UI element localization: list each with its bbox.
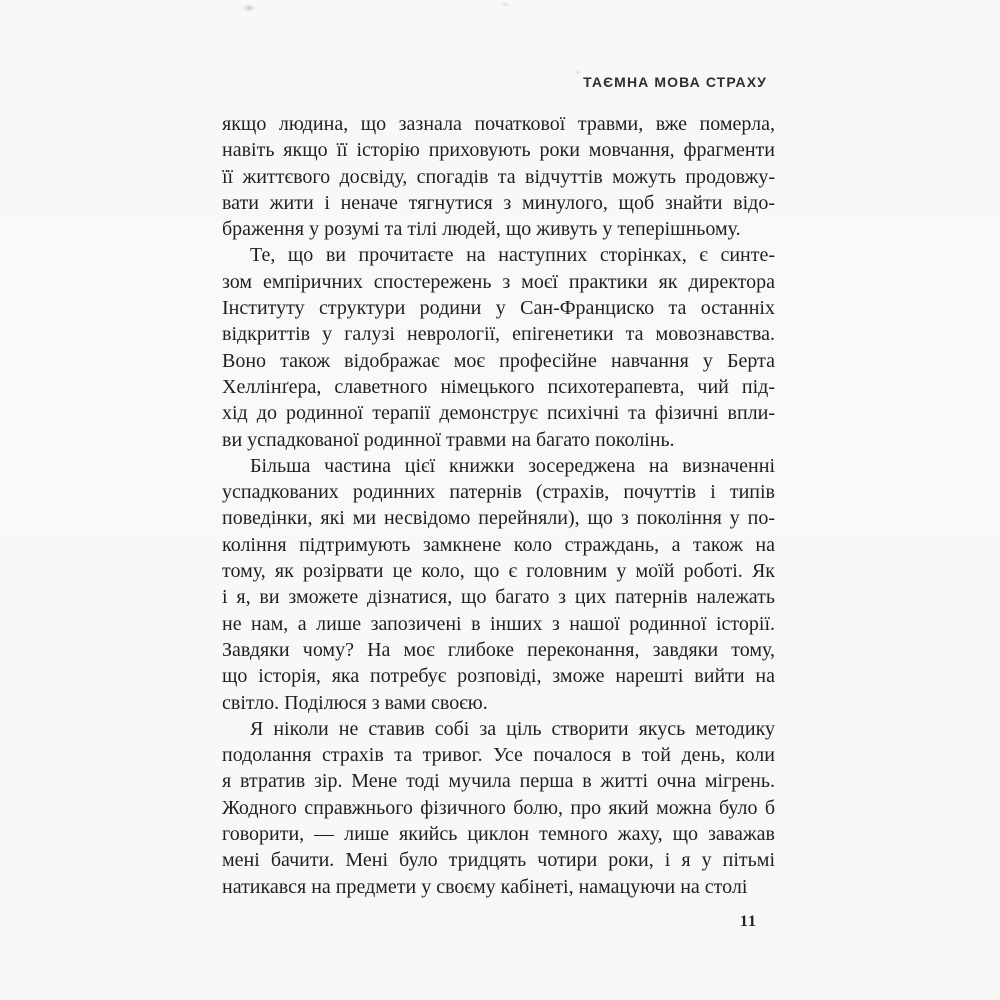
text-line: подолання страхів та тривог. Усе почалося в той день, коли — [222, 744, 775, 767]
page-number: 11 — [739, 913, 757, 930]
text-line: її життєвого досвіду, спогадів та відчуттів можуть продовжу- — [222, 165, 775, 188]
text-line: говорити, — лише якийсь циклон темного жаху, що заважав — [222, 823, 775, 846]
text-line: коління підтримують замкнене коло страждань, а також на — [222, 533, 775, 556]
text-line: натикався на предмети у своєму кабінеті, намацуючи на столі — [222, 875, 748, 898]
scan-speck — [575, 70, 581, 75]
text-line: поведінки, які ми несвідомо перейняли), що з покоління у по- — [222, 507, 775, 530]
text-line: якщо людина, що зазнала початкової травми, вже померла, — [222, 113, 775, 135]
text-line: вати жити і неначе тягнутися з минулого, щоб знайти відо- — [222, 191, 775, 214]
text-line: я втратив зір. Мене тоді мучила перша в житті очна мігрень. — [222, 770, 775, 793]
text-line: Інституту структури родини у Сан-Франциско та останніх — [222, 297, 775, 320]
text-line: і я, ви зможете дізнатися, що багато з цих патернів належать — [222, 586, 775, 609]
text-line: мені бачити. Мені було тридцять чотири роки, і я у пітьмі — [222, 849, 775, 872]
text-line: світло. Поділюся з вами своєю. — [222, 691, 488, 714]
scan-speck — [500, 2, 510, 7]
text-line: тому, як розірвати це коло, що є головним у моїй роботі. Як — [222, 560, 775, 583]
text-line: браження у розумі та тілі людей, що живуть у теперішньому. — [222, 218, 741, 241]
text-line: Більша частина цієї книжки зосереджена на визначенні — [250, 454, 775, 477]
text-line: Воно також відображає моє професійне навчання у Берта — [222, 349, 775, 372]
running-header: ТАЄМНА МОВА СТРАХУ — [583, 74, 767, 90]
text-line: Жодного справжнього фізичного болю, про який можна було б — [222, 796, 775, 819]
text-line: хід до родинної терапії демонструє психічні та фізичні впли- — [222, 402, 775, 425]
text-line: ви успадкованої родинної травми на багато поколінь. — [222, 428, 675, 451]
text-line: що історія, яка потребує розповіді, зможе нарешті вийти на — [222, 665, 775, 688]
text-line: Те, що ви прочитаєте на наступних сторінках, є синте- — [250, 244, 775, 267]
text-line: Завдяки чому? На моє глибоке переконання, завдяки тому, — [222, 638, 775, 661]
text-line: зом емпіричних спостережень з моєї практики як директора — [222, 270, 775, 293]
scan-speck — [242, 4, 256, 12]
text-line: Я ніколи не ставив собі за ціль створити якусь методику — [250, 717, 775, 740]
text-line: Хеллінґера, славетного німецького психотерапевта, чий під- — [222, 375, 775, 398]
text-line: навіть якщо її історію приховують роки мовчання, фрагменти — [222, 139, 775, 162]
text-line: відкриттів у галузі неврології, епігенетики та мовознавства. — [222, 323, 775, 346]
text-line: успадкованих родинних патернів (страхів, почуттів і типів — [222, 481, 775, 504]
text-line: не нам, а лише запозичені в інших з нашої родинної історії. — [222, 612, 775, 635]
body-text — [222, 111, 775, 900]
